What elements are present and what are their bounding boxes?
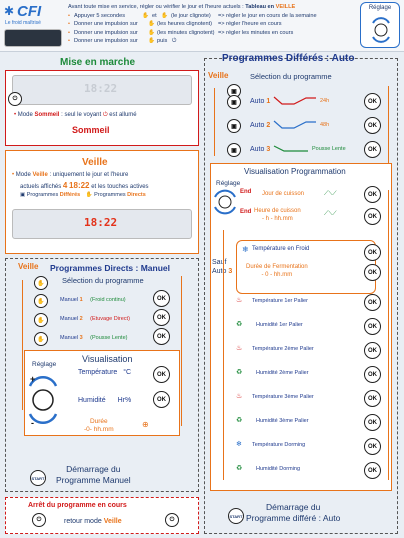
power-icon: ⏻ [102, 112, 108, 118]
ok-button[interactable]: OK [364, 93, 381, 110]
ok-button[interactable]: OK [153, 366, 170, 383]
humidity-step-icon: ♻ [236, 417, 243, 424]
duree-ferm: Durée de Fermentation - 0 - hh.mm [246, 264, 308, 278]
brand-tagline: Le froid maîtrisé [5, 20, 41, 26]
differes-sel: Sélection du programme [250, 72, 332, 81]
setup-row-1-left: Appuyer 5 secondes [74, 12, 125, 19]
hand-icon: ✋ [148, 38, 155, 45]
auto-2-curve-icon [272, 118, 318, 130]
auto-3-key[interactable]: ▣ [227, 143, 241, 157]
header-reglage [360, 2, 400, 48]
display-off-time: 18:22 [84, 82, 118, 95]
visu-temp: Température °C [78, 369, 132, 376]
sauf-label: Sauf Auto 3 [212, 259, 233, 275]
step-5: Température 3ème Palier [252, 394, 314, 400]
manual-1-key[interactable]: ✋ [34, 294, 48, 308]
bullet-icon: • [14, 112, 17, 118]
ok-button[interactable]: OK [364, 390, 381, 407]
power-button[interactable]: ⏻ [8, 92, 22, 106]
auto-key-button[interactable]: ▣ [227, 84, 241, 98]
chart-mini-icon: ⟋⟍⟋ [324, 191, 337, 197]
setup-row-2-tail: (les heures clignotent) [157, 21, 213, 28]
header-text [68, 3, 358, 46]
setup-row-3-right: => régler les minutes en cours [218, 29, 294, 36]
sommeil-word: Sommeil [34, 112, 60, 118]
power-button[interactable]: ⏻ [165, 513, 179, 527]
arret-title: Arrêt du programme en cours [28, 502, 127, 509]
manual-3-key[interactable]: ✋ [34, 332, 48, 346]
ok-button[interactable]: OK [364, 366, 381, 383]
humidity-step-icon: ♻ [236, 369, 243, 376]
sommeil-prefix: Mode [17, 112, 33, 118]
bullet-icon: • [68, 12, 70, 19]
directs-sel: Sélection du programme [62, 276, 144, 285]
step-2: Humidité 1er Palier [256, 322, 303, 328]
veille-line-1 [12, 172, 128, 178]
auto-3-desc: Pousse Lente [312, 146, 346, 152]
auto-2-desc: 48h [320, 122, 330, 128]
mise-en-marche-box [5, 70, 199, 146]
sommeil-label: Sommeil [72, 125, 110, 135]
setup-row-1-tail: (le jour clignote) [171, 12, 211, 19]
setup-row-2 [68, 20, 358, 29]
reglage-dial-icon[interactable] [26, 372, 60, 428]
start-button[interactable]: START [30, 470, 46, 486]
flow-line [223, 230, 224, 480]
veille-text-h: Programmes [94, 192, 126, 198]
veille-day: 4 [62, 181, 68, 190]
temp-step-icon: ♨ [236, 345, 243, 352]
differes-title: Programmes Différés : Auto [222, 53, 355, 64]
flow-line [388, 190, 389, 480]
display-on-time: 18:22 [84, 216, 118, 229]
demarrage-manuel: Démarrage du Programme Manuel [56, 464, 131, 485]
veille-text-g: Différés [59, 192, 81, 198]
veille-line-2 [20, 181, 149, 190]
ok-button[interactable]: OK [364, 342, 381, 359]
ok-button[interactable]: OK [153, 328, 170, 345]
humidity-step-icon: ♻ [236, 321, 243, 328]
veille-text-c: : uniquement le jour et l'heure [49, 172, 129, 178]
auto-1-curve-icon [272, 94, 318, 106]
manual-3-label: Manuel 3 (Pousse Lente) [60, 335, 128, 341]
ok-button[interactable]: OK [364, 318, 381, 335]
hand-icon: ✋ [148, 21, 155, 28]
bullet-icon: • [68, 38, 70, 45]
intro-mode: VEILLE [275, 4, 296, 10]
auto-2-label: Auto 2 [250, 122, 271, 129]
hand-icon: ✋ [85, 192, 93, 198]
flow-line [181, 276, 182, 426]
veille-text-e: et les touches actives [91, 184, 149, 190]
ok-button[interactable]: OK [364, 438, 381, 455]
step-4: Humidité 2ème Palier [256, 370, 309, 376]
ok-button[interactable]: OK [364, 208, 381, 225]
bullet-icon: • [68, 29, 70, 36]
intro-text: Avant toute mise en service, régler ou vérifier le jour et l'heure actuels : [68, 4, 244, 10]
flow-line [388, 86, 389, 170]
clock-icon: ⊕ [142, 420, 149, 429]
auto-3-curve-icon [272, 142, 310, 154]
veille-line-3 [20, 192, 146, 198]
intro-table: Tableau en [245, 4, 275, 10]
ok-button[interactable]: OK [153, 391, 170, 408]
veille-title: Veille [82, 157, 108, 168]
hand-icon: ✋ [148, 29, 155, 36]
veille-text-i: Directs [127, 192, 146, 198]
snowflake-icon: ❄ [242, 245, 249, 254]
flow-line [214, 88, 215, 156]
auto-1-label: Auto 1 [250, 98, 271, 105]
sommeil-note [14, 112, 137, 119]
visu-hum: Humidité Hr% [78, 397, 132, 404]
svg-text:+: + [30, 374, 36, 384]
ok-button[interactable]: OK [364, 414, 381, 431]
step-1: Température 1er Palier [252, 298, 308, 304]
svg-text:-: - [31, 418, 34, 428]
setup-row-3-tail: (les minutes clignotent) [157, 29, 215, 36]
temp-step-icon: ♨ [236, 393, 243, 400]
hand-icon: ✋ [161, 12, 168, 19]
step-6: Humidité 3ème Palier [256, 418, 309, 424]
ok-button[interactable]: OK [153, 309, 170, 326]
directs-title: Programmes Directs : Manuel [50, 263, 170, 273]
start-button[interactable]: START [228, 508, 244, 524]
ok-button[interactable]: OK [364, 462, 381, 479]
setup-row-4 [68, 37, 358, 46]
heure-cuisson: Heure de cuisson - h - hh.mm [254, 208, 301, 222]
reglage-label: Réglage [368, 5, 392, 11]
veille-text-d: actuels affichés [20, 184, 62, 190]
ok-button[interactable]: OK [364, 294, 381, 311]
ok-button[interactable]: OK [153, 290, 170, 307]
differes-veille: Veille [208, 71, 229, 80]
veille-text-f: Programmes [26, 192, 59, 198]
bullet-icon: • [12, 172, 15, 178]
power-button[interactable]: ⏻ [32, 513, 46, 527]
end-label-2: End [240, 209, 252, 215]
step-8: Humidité Dorming [256, 466, 301, 472]
visu-title: Visualisation [82, 354, 133, 364]
reglage-dial-icon[interactable] [212, 188, 238, 216]
veille-text-b: Veille [32, 172, 48, 178]
ok-button[interactable]: OK [364, 186, 381, 203]
header [0, 0, 404, 52]
veille-text-a: Mode [15, 172, 31, 178]
jour-cuisson: Jour de cuisson [262, 191, 305, 197]
visu-reglage: Réglage [32, 361, 57, 368]
setup-row-1-right: => régler le jour en cours de la semaine [218, 12, 317, 19]
hand-icon: ✋ [142, 12, 149, 19]
brand-name: CFI [17, 3, 42, 20]
visu-prog-title: Visualisation Programmation [244, 167, 346, 176]
auto-1-desc: 24h [320, 98, 330, 104]
manual-key-button[interactable]: ✋ [34, 276, 48, 290]
temp-step-icon: ♨ [236, 297, 243, 304]
directs-veille: Veille [18, 262, 39, 271]
power-icon: ⏻ [172, 38, 177, 45]
chart-mini-icon: ⟋⟍⟋ [324, 211, 337, 217]
setup-row-2-left: Donner une impulsion sur [74, 21, 138, 28]
sommeil-rest: : seul le voyant [61, 112, 102, 118]
auto-2-key[interactable]: ▣ [227, 119, 241, 133]
temp-froid: Température en Froid [252, 246, 310, 252]
manual-1-label: Manuel 1 (Froid continu) [60, 297, 126, 303]
manual-2-label: Manuel 2 (Etuvage Direct) [60, 316, 130, 322]
ok-button[interactable]: OK [364, 117, 381, 134]
setup-row-3 [68, 29, 358, 38]
reglage-dial-icon[interactable] [369, 15, 393, 45]
setup-row-2-right: => régler l'heure en cours [218, 21, 282, 28]
ok-button[interactable]: OK [364, 244, 381, 261]
veille-box [5, 150, 199, 254]
setup-row-4-tail: puis [157, 38, 168, 45]
retour-veille: retour mode Veille [64, 518, 122, 525]
header-display [4, 29, 62, 47]
step-3: Température 2ème Palier [252, 346, 314, 352]
visu-prog-reglage: Réglage [216, 180, 241, 187]
ok-button[interactable]: OK [364, 264, 381, 281]
snowflake-icon: ❄ [236, 441, 242, 448]
setup-row-1 [68, 12, 358, 21]
brand-logo [4, 3, 64, 25]
humidity-step-icon: ♻ [236, 465, 243, 472]
step-7: Température Dorming [252, 442, 306, 448]
brand-star-icon: ✱ [4, 4, 15, 18]
auto-3-label: Auto 3 [250, 146, 271, 153]
flow-line [22, 280, 23, 410]
manual-2-key[interactable]: ✋ [34, 313, 48, 327]
mise-en-marche-title: Mise en marche [60, 57, 136, 68]
auto-key-icon: ▣ [20, 192, 26, 198]
sommeil-rest2: est allumé [109, 112, 137, 118]
setup-row-1-mid: et [152, 12, 157, 19]
setup-row-3-left: Donner une impulsion sur [74, 29, 138, 36]
bullet-icon: • [68, 21, 70, 28]
veille-time: 18:22 [69, 181, 90, 190]
end-label-1: End [240, 189, 252, 195]
setup-row-4-left: Donner une impulsion sur [74, 38, 138, 45]
visu-duree: Durée -0- hh.mm [84, 418, 114, 433]
ok-button[interactable]: OK [364, 141, 381, 158]
auto-1-key[interactable]: ▣ [227, 95, 241, 109]
demarrage-auto: Démarrage du Programme différé : Auto [246, 502, 341, 523]
